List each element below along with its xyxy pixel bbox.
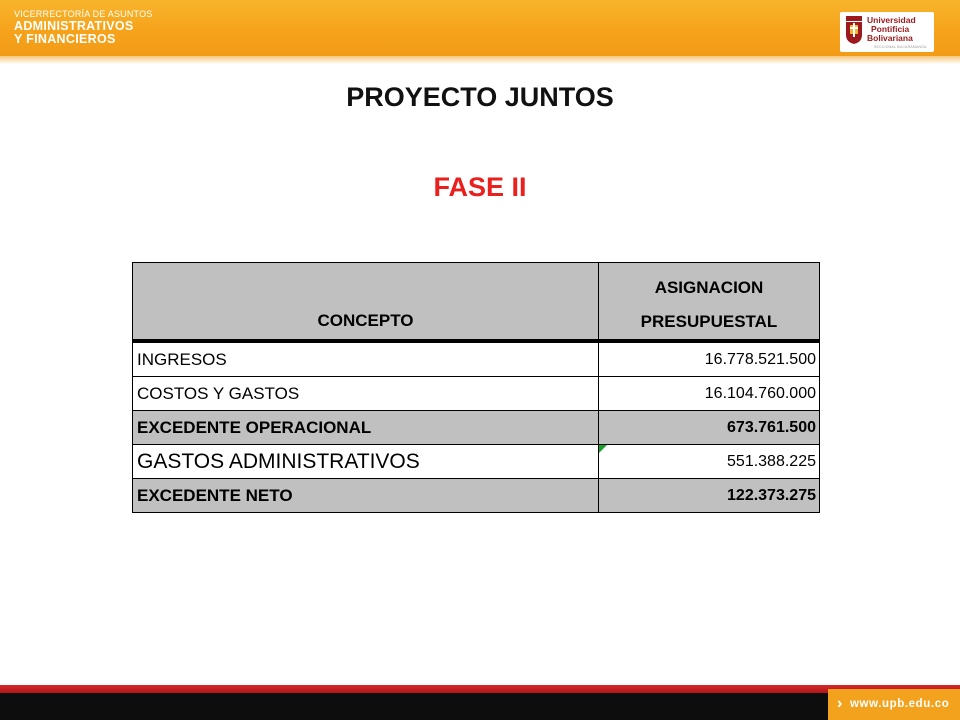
logo-line2: Pontificia bbox=[871, 24, 910, 34]
budget-table bbox=[132, 262, 820, 513]
unit-name bbox=[14, 9, 153, 46]
amount-cell: 16.778.521.500 bbox=[599, 341, 820, 377]
concept-cell: GASTOS ADMINISTRATIVOS bbox=[133, 445, 599, 479]
footer-black-band bbox=[0, 693, 960, 720]
cell-note-marker-icon bbox=[599, 445, 607, 453]
unit-name-line2: ADMINISTRATIVOS bbox=[14, 19, 134, 33]
amount-cell bbox=[599, 445, 820, 479]
amount-cell: 122.373.275 bbox=[599, 479, 820, 513]
table-row bbox=[133, 445, 820, 479]
table-row bbox=[133, 479, 820, 513]
logo-line1: Universidad bbox=[867, 15, 916, 25]
table-header-row bbox=[133, 263, 820, 342]
university-seal-icon bbox=[844, 15, 864, 45]
concept-cell: INGRESOS bbox=[133, 341, 599, 377]
concept-cell: EXCEDENTE OPERACIONAL bbox=[133, 411, 599, 445]
logo-subtitle: SECCIONAL BUCARAMANGA bbox=[874, 45, 927, 49]
header-band bbox=[0, 0, 960, 56]
table-row bbox=[133, 341, 820, 377]
website-url: www.upb.edu.co bbox=[850, 698, 950, 710]
amount-cell: 16.104.760.000 bbox=[599, 377, 820, 411]
website-link[interactable] bbox=[828, 689, 960, 720]
column-header-concept: CONCEPTO bbox=[133, 263, 599, 342]
column-header-amount-line2: PRESUPUESTAL bbox=[640, 312, 778, 331]
unit-name-line3: Y FINANCIEROS bbox=[14, 32, 116, 46]
logo-line3: Bolivariana bbox=[867, 33, 913, 43]
chevron-right-icon: › bbox=[837, 695, 843, 712]
logo-text bbox=[867, 16, 916, 43]
page-title: PROYECTO JUNTOS bbox=[346, 82, 614, 112]
university-logo bbox=[840, 12, 934, 52]
unit-name-line1: VICERRECTORÍA DE ASUNTOS bbox=[14, 9, 153, 19]
table-row bbox=[133, 377, 820, 411]
concept-cell: EXCEDENTE NETO bbox=[133, 479, 599, 513]
amount-cell-value: 551.388.225 bbox=[727, 452, 816, 470]
footer-red-band bbox=[0, 685, 960, 693]
page-subtitle: FASE II bbox=[433, 172, 527, 202]
column-header-amount bbox=[599, 263, 820, 342]
column-header-amount-line1: ASIGNACION bbox=[654, 278, 764, 297]
concept-cell: COSTOS Y GASTOS bbox=[133, 377, 599, 411]
amount-cell: 673.761.500 bbox=[599, 411, 820, 445]
header-stripe bbox=[0, 56, 960, 64]
table-row bbox=[133, 411, 820, 445]
